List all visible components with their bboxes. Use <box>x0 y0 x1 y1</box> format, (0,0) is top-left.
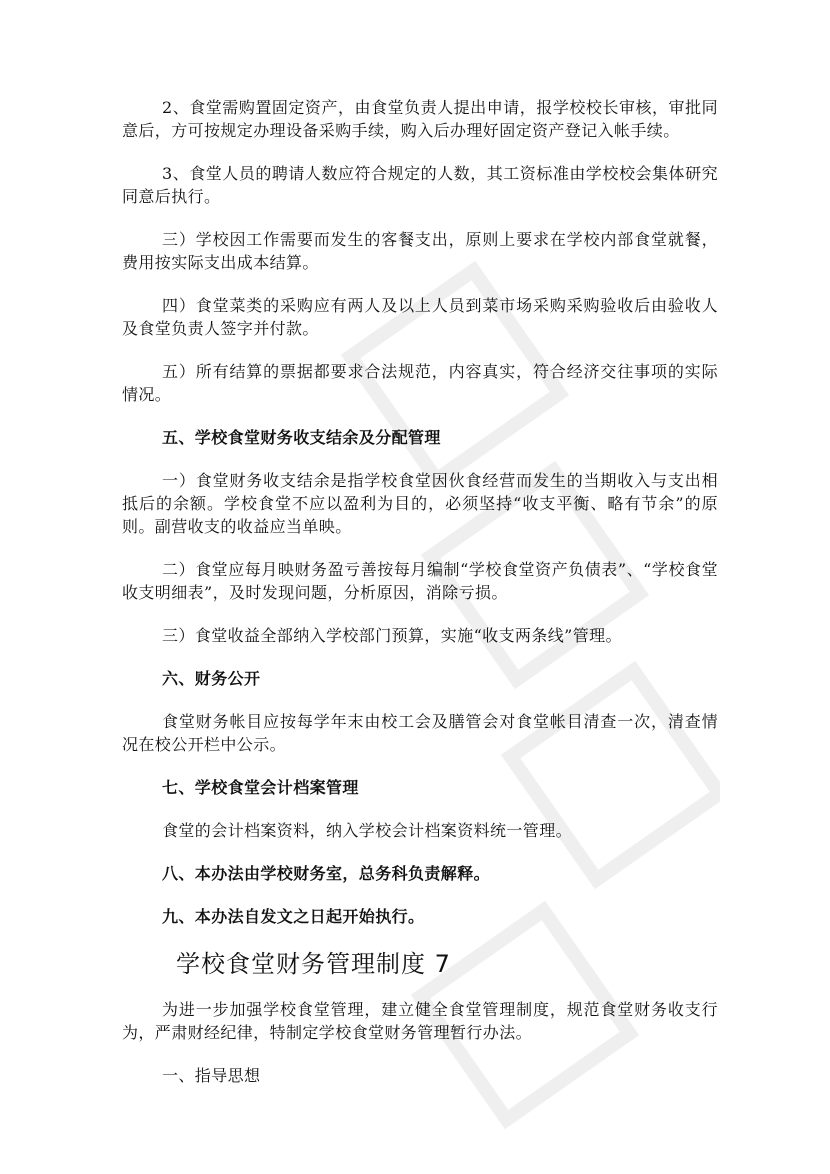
section-heading: 五、学校食堂财务收支结余及分配管理 <box>162 428 441 447</box>
paragraph: 三）食堂收益全部纳入学校部门预算，实施“收支两条线”管理。 <box>162 626 622 645</box>
paragraph: 三）学校因工作需要而发生的客餐支出，原则上要求在学校内部食堂就餐，费用按实际支出成本结算。 <box>122 230 718 272</box>
section-heading: 七、学校食堂会计档案管理 <box>162 778 359 797</box>
paragraph: 3、食堂人员的聘请人数应符合规定的人数，其工资标准由学校校会集体研究同意后执行。 <box>122 164 718 206</box>
document-title: 学校食堂财务管理制度 7 <box>176 950 451 978</box>
paragraph: 食堂的会计档案资料，纳入学校会计档案资料统一管理。 <box>162 821 573 840</box>
section-heading: 九、本办法自发文之日起开始执行。 <box>162 907 425 926</box>
document-body <box>122 96 718 1107</box>
paragraph: 2、食堂需购置固定资产，由食堂负责人提出申请，报学校校长审核，审批同意后，方可按规定办理设备采购手续，购入后办理好固定资产登记入帐手续。 <box>122 98 718 140</box>
paragraph: 食堂财务帐目应按每学年末由校工会及膳管会对食堂帐目清查一次，清查情况在校公开栏中公示。 <box>122 712 718 754</box>
section-heading: 六、财务公开 <box>162 669 261 688</box>
paragraph: 五）所有结算的票据都要求合法规范，内容真实，符合经济交往事项的实际情况。 <box>122 362 718 404</box>
paragraph: 一）食堂财务收支结余是指学校食堂因伙食经营而发生的当期收入与支出相抵后的余额。学校食堂不应以盈利为目的，必须坚持“收支平衡、略有节余”的原则。副营收支的收益应当单映。 <box>122 471 718 536</box>
section-heading: 八、本办法由学校财务室，总务科负责解释。 <box>162 864 491 883</box>
paragraph: 一、指导思想 <box>162 1066 261 1085</box>
paragraph: 二）食堂应每月映财务盈亏善按每月编制“学校食堂资产负债表”、“学校食堂收支明细表”，及时发现问题，分析原因，消除亏损。 <box>122 560 718 602</box>
paragraph: 四）食堂菜类的采购应有两人及以上人员到菜市场采购采购验收后由验收人及食堂负责人签字并付款。 <box>122 296 718 338</box>
paragraph: 为进一步加强学校食堂管理，建立健全食堂管理制度，规范食堂财务收支行为，严肃财经纪律，特制定学校食堂财务管理暂行办法。 <box>122 1000 718 1042</box>
